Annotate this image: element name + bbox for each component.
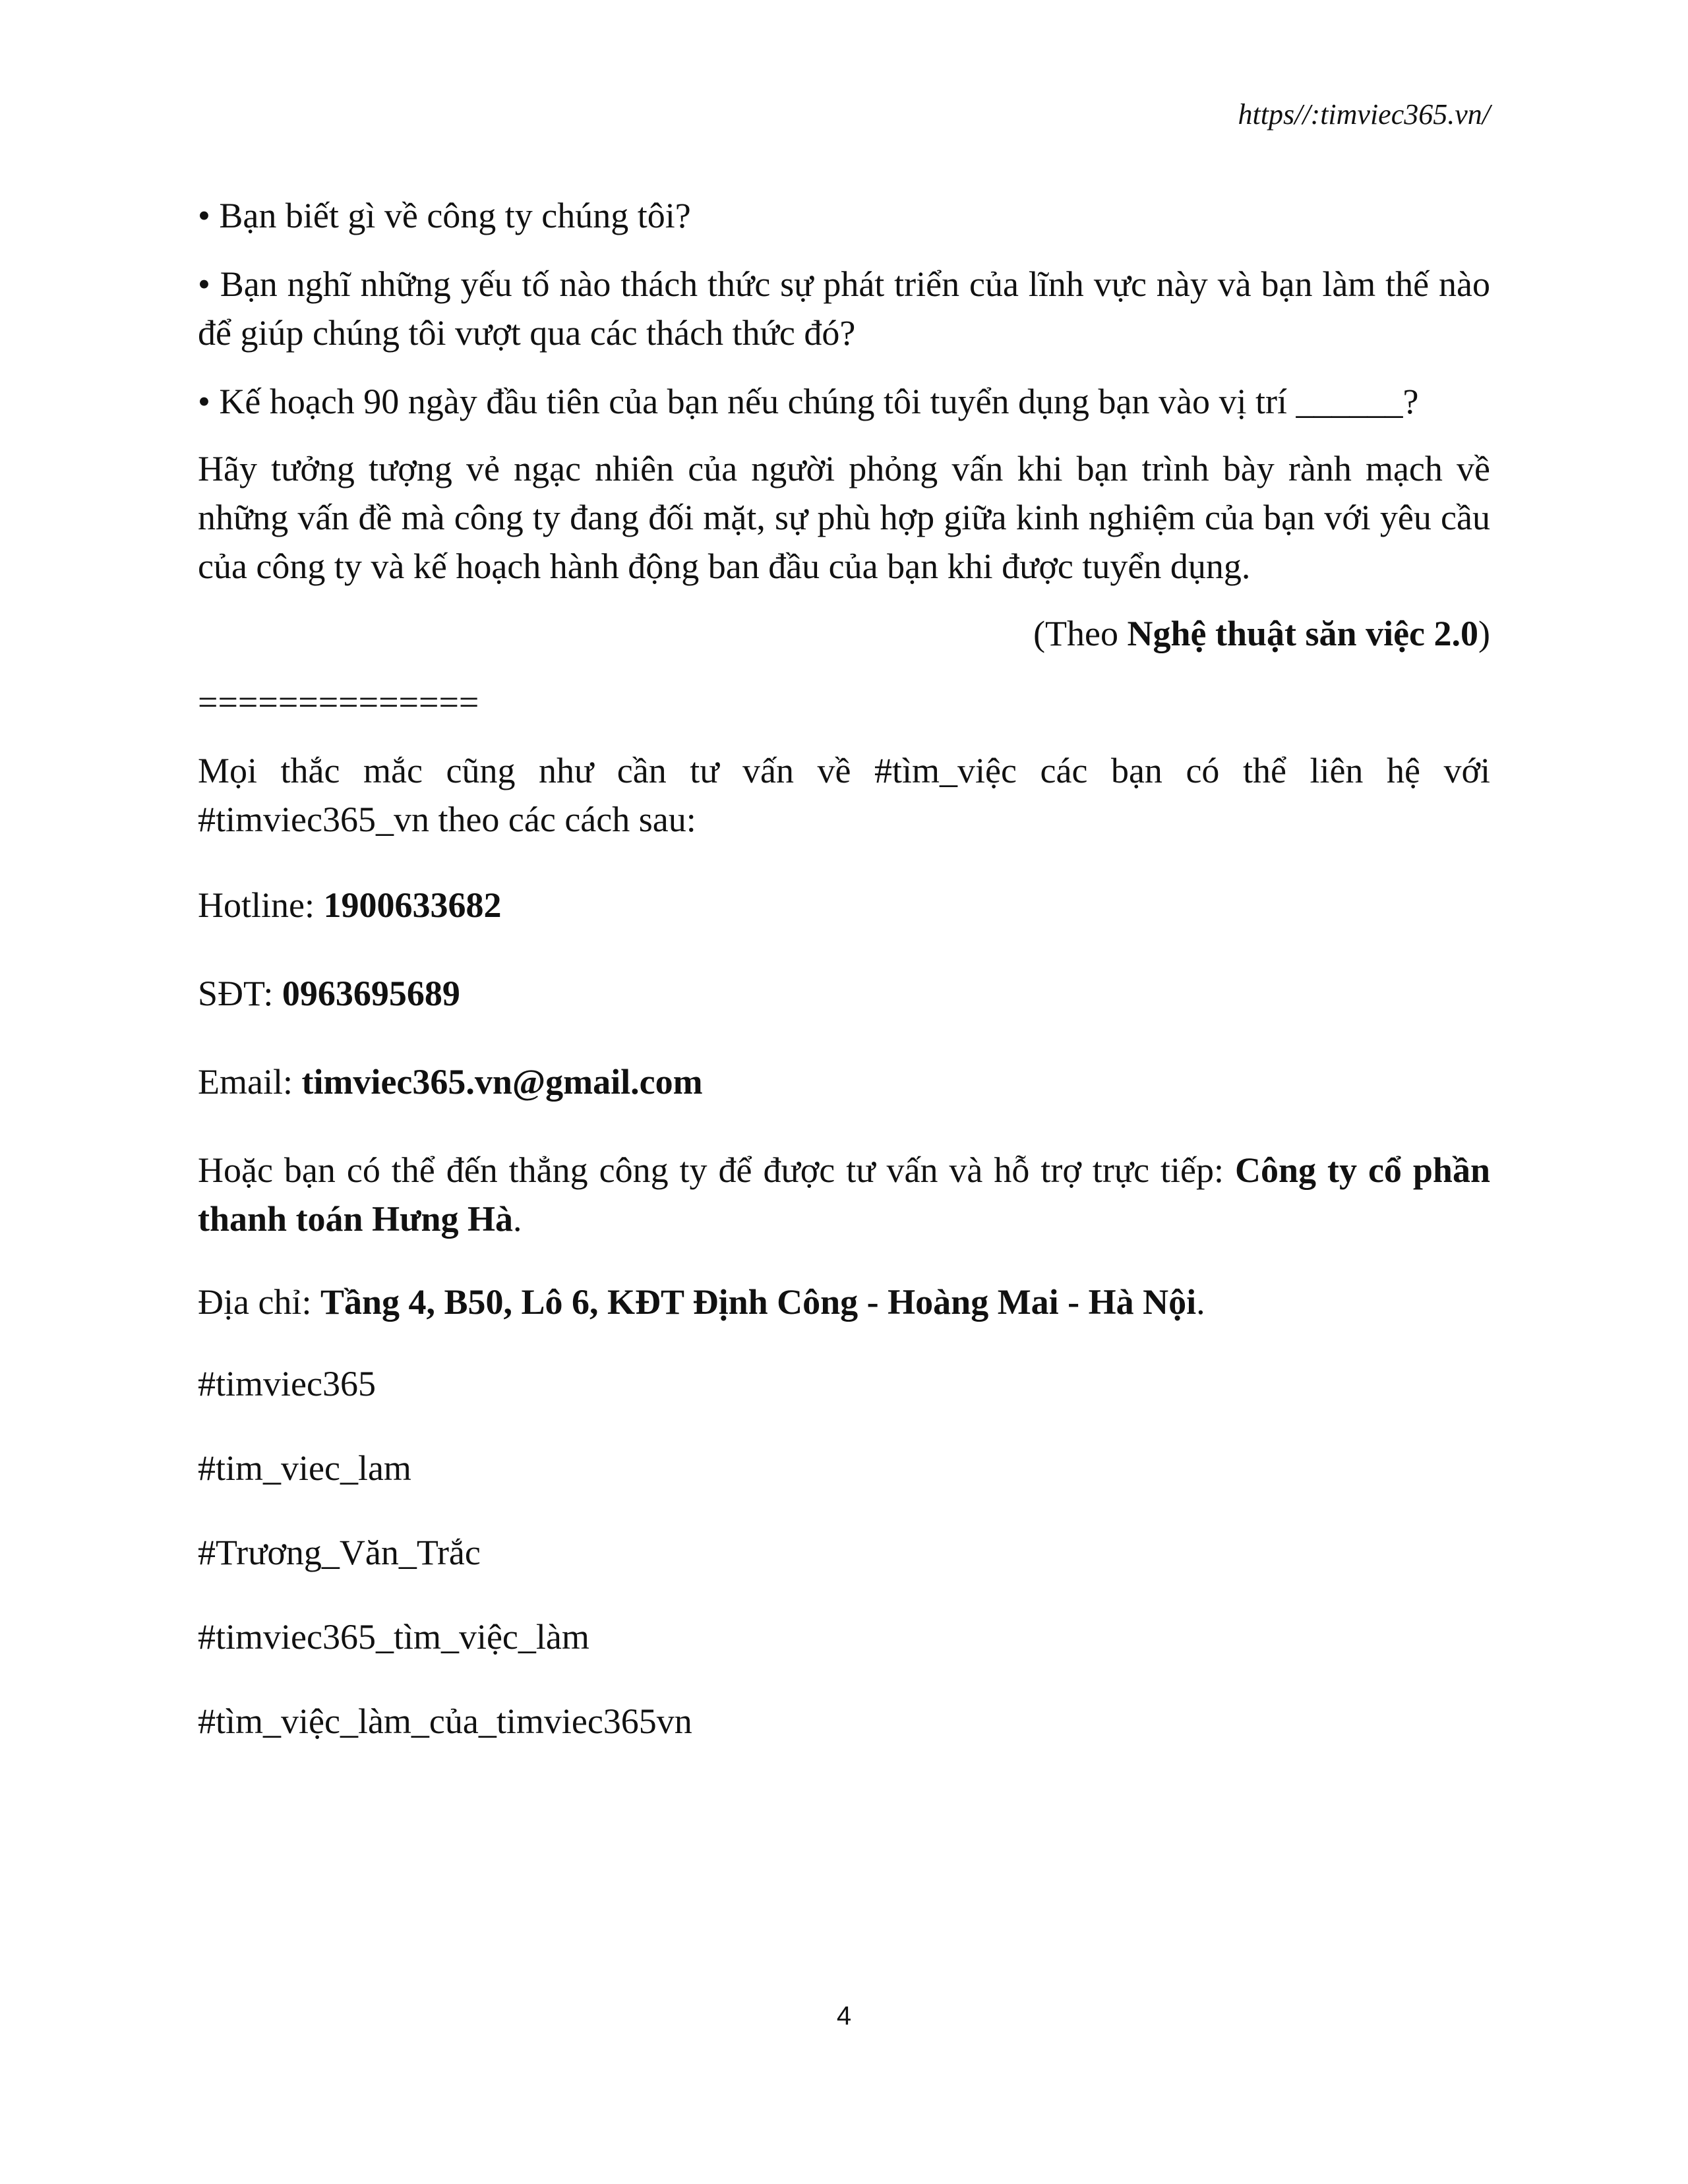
address-line	[198, 1278, 1490, 1326]
contact-intro: Mọi thắc mắc cũng như cần tư vấn về #tìm_việc các bạn có thể liên hệ với #timviec365_vn theo các cách sau:	[198, 751, 1490, 839]
hotline-line	[198, 881, 1490, 930]
citation-suffix: )	[1478, 614, 1490, 653]
phone-label: SĐT:	[198, 974, 282, 1013]
address-label: Địa chỉ:	[198, 1282, 320, 1322]
bullet-question-1: • Bạn biết gì về công ty chúng tôi?	[198, 196, 691, 235]
address-suffix: .	[1196, 1282, 1205, 1322]
hashtag-item: #tim_viec_lam	[198, 1448, 411, 1488]
hashtag-item: #timviec365	[198, 1364, 376, 1403]
citation-prefix: (Theo	[1033, 614, 1128, 653]
phone-line	[198, 969, 1490, 1018]
company-line	[198, 1146, 1490, 1243]
company-name: Công ty cổ phần thanh toán Hưng Hà	[198, 1150, 1490, 1239]
phone-value: 0963695689	[282, 974, 460, 1013]
separator-line: ==============	[198, 682, 479, 722]
hashtag-item: #timviec365_tìm_việc_làm	[198, 1617, 589, 1657]
header-url: https//:timviec365.vn/	[1238, 98, 1490, 131]
imagine-paragraph: Hãy tưởng tượng vẻ ngạc nhiên của người phỏng vấn khi bạn trình bày rành mạch về những vấn đề mà công ty đang đối mặt, sự phù hợp giữa kinh nghiệm của bạn với yêu cầu của công ty và kế hoạch hành động ban đầu của bạn khi được tuyển dụng.	[198, 449, 1490, 586]
hashtag-item: #Trương_Văn_Trắc	[198, 1533, 481, 1572]
email-line	[198, 1057, 1490, 1106]
citation	[198, 609, 1490, 658]
company-prefix: Hoặc bạn có thể đến thẳng công ty để được tư vấn và hỗ trợ trực tiếp:	[198, 1150, 1235, 1190]
company-suffix: .	[513, 1199, 522, 1239]
bullet-question-2: • Bạn nghĩ những yếu tố nào thách thức sự phát triển của lĩnh vực này và bạn làm thế nào để giúp chúng tôi vượt qua các thách thức đó?	[198, 264, 1490, 353]
page-number: 4	[836, 2001, 852, 2030]
email-value: timviec365.vn@gmail.com	[301, 1062, 703, 1102]
email-label: Email:	[198, 1062, 302, 1102]
page-content	[198, 191, 1490, 1781]
citation-title: Nghệ thuật săn việc 2.0	[1127, 614, 1479, 653]
bullet-question-3: • Kế hoạch 90 ngày đầu tiên của bạn nếu chúng tôi tuyển dụng bạn vào vị trí ______?	[198, 382, 1419, 421]
hashtag-item: #tìm_việc_làm_của_timviec365vn	[198, 1701, 692, 1741]
hotline-label: Hotline:	[198, 885, 324, 925]
address-value: Tầng 4, B50, Lô 6, KĐT Định Công - Hoàng Mai - Hà Nội	[320, 1282, 1197, 1322]
hotline-value: 1900633682	[323, 885, 502, 925]
